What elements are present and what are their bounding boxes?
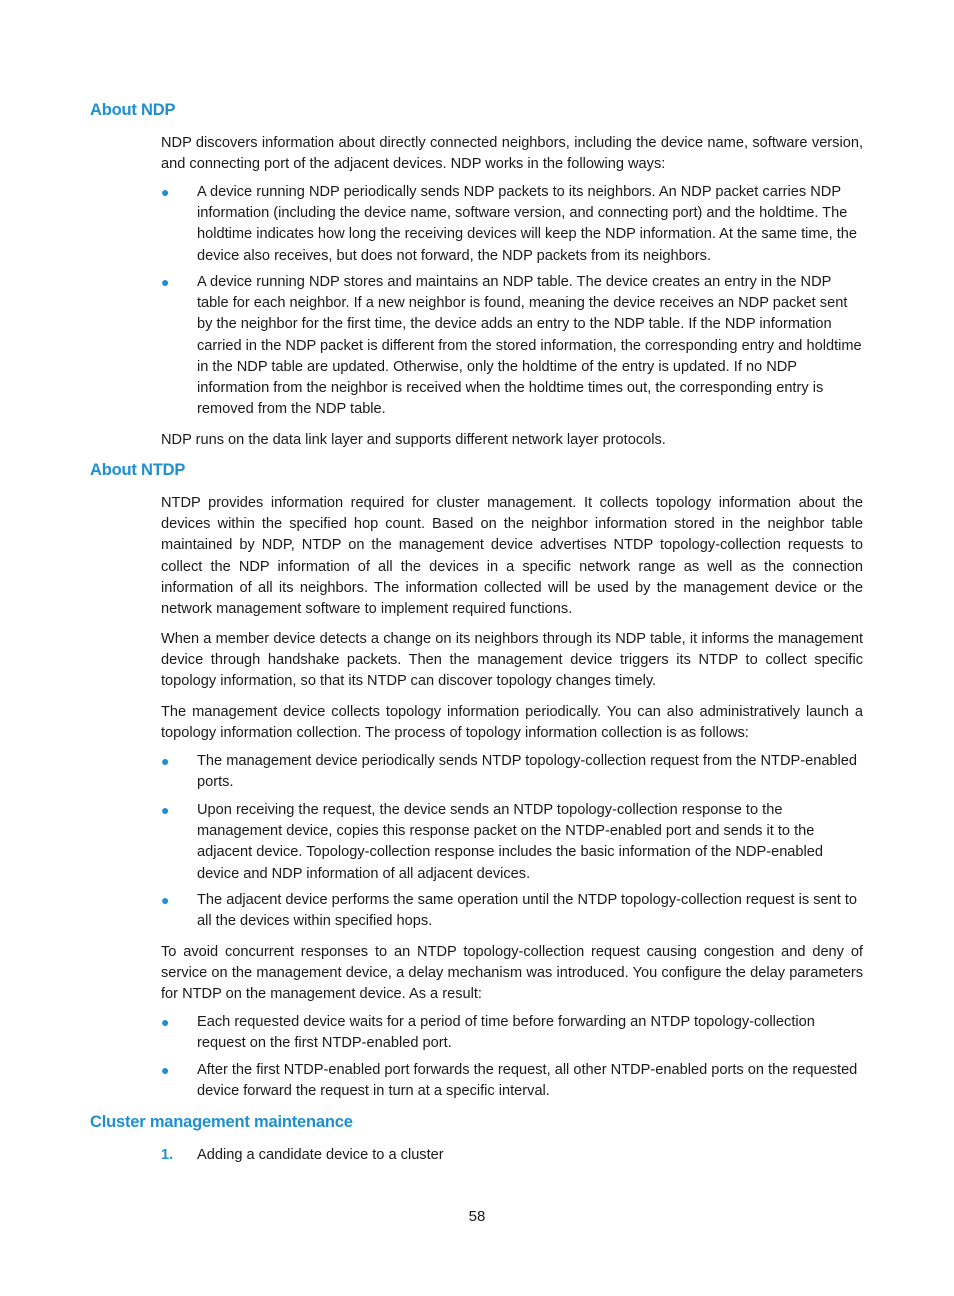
bullet-icon: ● <box>161 753 170 769</box>
numbered-step <box>161 1145 863 1166</box>
bullet-icon: ● <box>161 1062 170 1078</box>
list-item <box>161 800 863 885</box>
bullet-icon: ● <box>161 892 170 908</box>
section-heading-ntdp: About NTDP <box>90 461 186 479</box>
list-item-text: Upon receiving the request, the device sends an NTDP topology-collection response to the management device, copies this response packet on the NTDP-enabled port and sends it to the adjacent device. Topology-collection response includes the basic information of the NDP-enabled device and NDP information of all adjacent devices. <box>197 802 824 882</box>
list-item-text: The management device periodically sends NTDP topology-collection request from the NTDP-enabled ports. <box>197 753 858 791</box>
ntdp-paragraph-1: NTDP provides information required for cluster management. It collects topology information about the devices within the specified hop count. Based on the neighbor information stored in the neighbor table maintained by NDP, NTDP on the management device advertises NTDP topology-collection requests to collect the NDP information of all the devices in a specific network range as well as the connection information of all its neighbors. The information collected will be used by the management device or the network management software to implement required functions. <box>161 495 863 618</box>
bullet-icon: ● <box>161 274 170 290</box>
ntdp-paragraph-3: The management device collects topology information periodically. You can also administratively launch a topology information collection. The process of topology information collection is as follows: <box>161 704 863 742</box>
list-item <box>161 1012 863 1054</box>
list-item-text: Each requested device waits for a period of time before forwarding an NTDP topology-collection request on the first NTDP-enabled port. <box>197 1014 815 1052</box>
step-text: Adding a candidate device to a cluster <box>197 1147 444 1163</box>
list-item <box>161 182 863 267</box>
bullet-icon: ● <box>161 802 170 818</box>
section-heading-ndp: About NDP <box>90 101 176 119</box>
ntdp-paragraph-2: When a member device detects a change on its neighbors through its NDP table, it informs the management device through handshake packets. Then the management device triggers its NTDP to collect specific topology information, so that its NTDP can discover topology changes timely. <box>161 631 863 690</box>
list-item-text: The adjacent device performs the same operation until the NTDP topology-collection request is sent to all the devices within specified hops. <box>197 892 858 930</box>
list-item-text: A device running NDP periodically sends NDP packets to its neighbors. An NDP packet carries NDP information (including the device name, software version, and connecting port) and the holdtime. The holdtime indicates how long the receiving devices will keep the NDP information. At the same time, the device also receives, but does not forward, the NDP packets from its neighbors. <box>197 184 858 264</box>
section-heading-cluster: Cluster management maintenance <box>90 1113 353 1131</box>
page-number: 58 <box>468 1208 486 1225</box>
step-number: 1. <box>161 1147 174 1163</box>
list-item <box>161 1060 863 1102</box>
list-item <box>161 272 863 420</box>
list-item-text: After the first NTDP-enabled port forwards the request, all other NTDP-enabled ports on the requested device forward the request in turn at a specific interval. <box>197 1062 858 1100</box>
ndp-closing-paragraph: NDP runs on the data link layer and supports different network layer protocols. <box>161 432 666 448</box>
ndp-intro-paragraph: NDP discovers information about directly connected neighbors, including the device name, software version, and connecting port of the adjacent devices. NDP works in the following ways: <box>161 135 863 173</box>
ntdp-paragraph-4: To avoid concurrent responses to an NTDP topology-collection request causing congestion and deny of service on the management device, a delay mechanism was introduced. You configure the delay parameters for NTDP on the management device. As a result: <box>161 944 863 1003</box>
list-item-text: A device running NDP stores and maintains an NDP table. The device creates an entry in the NDP table for each neighbor. If a new neighbor is found, meaning the device receives an NDP packet sent by the neighbor for the first time, the device adds an entry to the NDP table. If the NDP information carried in the NDP packet is different from the stored information, the corresponding entry and holdtime in the NDP table are updated. Otherwise, only the holdtime of the entry is updated. If no NDP information from the neighbor is received when the holdtime times out, the corresponding entry is removed from the NDP table. <box>197 274 862 418</box>
bullet-icon: ● <box>161 184 170 200</box>
bullet-icon: ● <box>161 1014 170 1030</box>
list-item <box>161 751 863 793</box>
list-item <box>161 890 863 932</box>
